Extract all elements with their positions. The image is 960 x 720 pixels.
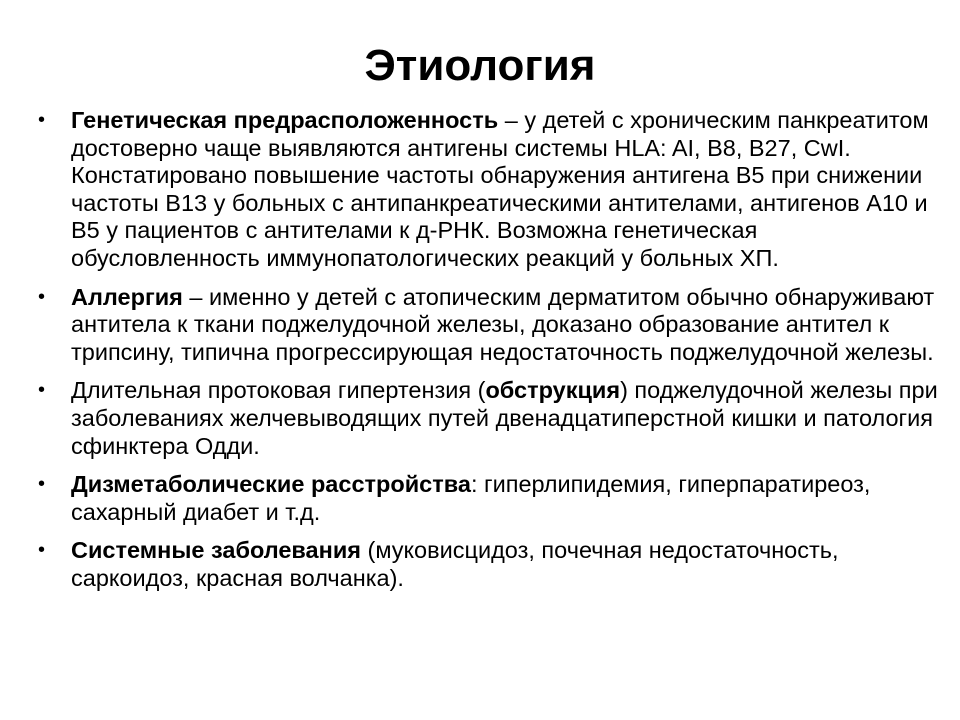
bullet-text	[71, 284, 934, 365]
bullet-text	[71, 537, 839, 591]
bullet-item-systemic	[38, 537, 938, 592]
bullet-item-dysmetabolic	[38, 471, 938, 526]
bullet-heading: обструкция	[485, 377, 621, 404]
bullet-text	[71, 471, 870, 525]
bullet-marker: •	[38, 539, 46, 562]
bullet-marker: •	[38, 379, 46, 402]
bullet-marker: •	[38, 285, 46, 308]
slide-title: Этиология	[364, 41, 596, 90]
bullet-heading: Системные заболевания	[71, 537, 361, 564]
bullet-body: – именно у детей с атопическим дерматитом обычно обнаруживают антитела к ткани поджелудочной железы, доказано образование антител к трипсину, типична прогрессирующая недостаточность поджелудочной железы.	[71, 283, 935, 365]
bullet-body: – у детей с хроническим панкреатитом достоверно чаще выявляются антигены системы HLA: AI, B8, B27, CwI. Констатировано повышение частоты обнаружения антигена B5 при снижении частоты B13 у больных с антипанкреатическими антителами, антигенов A10 и B5 у пациентов с антителами к д-РНК. Возможна генетическая обусловленность иммунопатологических реакций у больных ХП.	[71, 107, 929, 271]
bullet-item-genetics	[38, 107, 938, 273]
bullet-item-allergy	[38, 284, 938, 367]
bullet-list	[38, 107, 938, 604]
bullet-marker: •	[38, 473, 46, 496]
bullet-heading: Дизметаболические расстройства	[71, 471, 471, 498]
bullet-body: : гиперлипидемия, гиперпаратиреоз, сахарный диабет и т.д.	[71, 471, 871, 525]
bullet-text	[71, 107, 929, 271]
bullet-body: ) поджелудочной железы при заболеваниях желчевыводящих путей двенадцатиперстной кишки и патология сфинктера Одди.	[71, 377, 938, 459]
bullet-item-ductal-hypertension	[38, 377, 938, 460]
bullet-body-prefix: Длительная протоковая гипертензия (	[71, 377, 486, 404]
bullet-heading: Генетическая предрасположенность	[71, 107, 499, 133]
bullet-heading: Аллергия	[71, 283, 183, 310]
bullet-text	[71, 377, 938, 458]
bullet-marker: •	[38, 109, 46, 131]
bullet-body: (муковисцидоз, почечная недостаточность, саркоидоз, красная волчанка).	[71, 537, 839, 591]
